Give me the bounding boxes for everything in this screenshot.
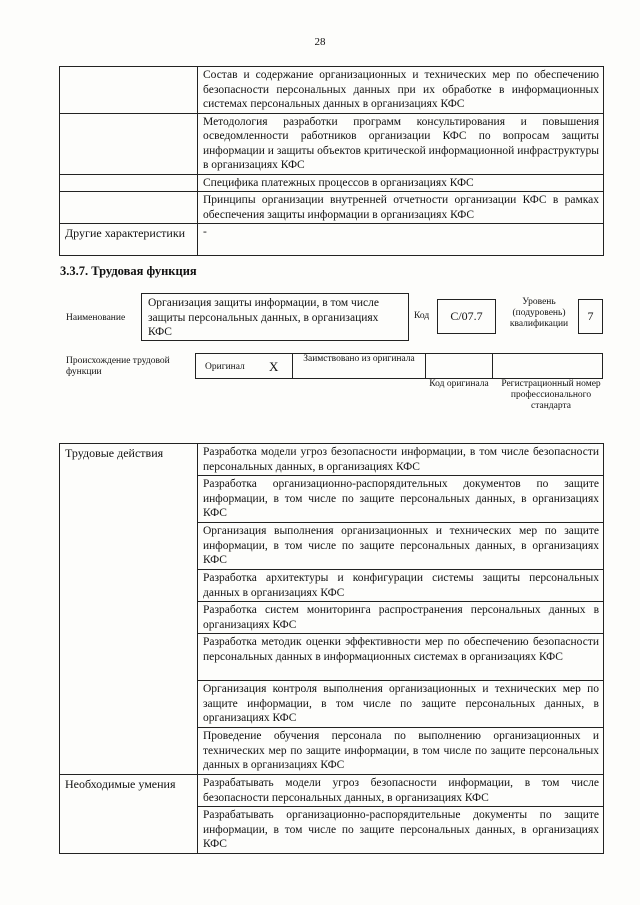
labor-actions-label: Трудовые действия <box>60 444 198 775</box>
labor-action-item: Организация контроля выполнения организационных и технических мер по защите информации, в том числе по защите персональных данных, в организациях КФС <box>198 681 604 728</box>
knowledge-item: Состав и содержание организационных и технических мер по обеспечению безопасности персональных данных при их обработке в информационных системах персональных данных в организациях КФС <box>198 67 604 114</box>
section-title: 3.3.7. Трудовая функция <box>60 264 197 278</box>
labor-action-item: Проведение обучения персонала по выполнению организационных и технических мер по защите информации, в том числе по защите персональных данных в организациях КФС <box>198 728 604 775</box>
labor-action-item: Разработка систем мониторинга распространения персональных данных в организациях КФС <box>198 602 604 634</box>
registration-number-caption: Регистрационный номер профессионального стандарта <box>501 379 601 411</box>
level-label: Уровень (подуровень) квалификации <box>509 297 569 329</box>
level-value: 7 <box>578 299 603 334</box>
other-characteristics-label: Другие характеристики <box>60 224 198 256</box>
knowledge-table <box>59 66 604 256</box>
code-label: Код <box>414 311 430 321</box>
knowledge-item: Принципы организации внутренней отчетности организации КФС в рамках обеспечения защиты информации в организациях КФС <box>198 192 604 224</box>
original-mark: X <box>269 359 279 374</box>
required-skills-label: Необходимые умения <box>60 775 198 854</box>
function-name: Организация защиты информации, в том числе защиты персональных данных, в организациях КФС <box>141 293 409 341</box>
page-number: 28 <box>314 36 326 48</box>
divider <box>425 353 426 379</box>
skill-item: Разрабатывать модели угроз безопасности информации, в том числе безопасности персональных данных, в организациях КФС <box>198 775 604 807</box>
name-label: Наименование <box>66 313 126 323</box>
table-row <box>60 67 604 114</box>
borrowed-label: Заимствовано из оригинала <box>303 354 415 364</box>
divider <box>492 353 493 379</box>
labor-action-item: Разработка архитектуры и конфигурации системы защиты персональных данных в организациях КФС <box>198 570 604 602</box>
table-row <box>60 444 604 476</box>
original-code-caption: Код оригинала <box>429 379 489 389</box>
knowledge-item: Специфика платежных процессов в организациях КФС <box>198 174 604 192</box>
function-code: C/07.7 <box>437 299 496 334</box>
labor-action-item: Разработка методик оценки эффективности мер по обеспечению безопасности персональных данных в информационных системах в организациях КФС <box>198 634 604 681</box>
knowledge-item: Методология разработки программ консультирования и повышения осведомленности работников организации КФС по вопросам защиты информации и защиты объектов критической информационной инфраструктуры в организациях КФС <box>198 113 604 174</box>
labor-action-item: Организация выполнения организационных и технических мер по защите информации, в том числе по защите персональных данных, в организациях КФС <box>198 523 604 570</box>
table-row <box>60 192 604 224</box>
original-label: Оригинал <box>205 362 245 372</box>
table-row <box>60 113 604 174</box>
labor-function-table <box>59 443 604 854</box>
table-row <box>60 224 604 256</box>
other-characteristics-value: - <box>198 224 604 256</box>
table-row <box>60 174 604 192</box>
labor-action-item: Разработка организационно-распорядительных документов по защите информации, в том числе по защите персональных данных, в организациях КФС <box>198 476 604 523</box>
table-row <box>60 775 604 807</box>
divider <box>292 353 293 379</box>
labor-action-item: Разработка модели угроз безопасности информации, в том числе безопасности персональных данных, в организациях КФС <box>198 444 604 476</box>
origin-label: Происхождение трудовой функции <box>66 356 170 377</box>
skill-item: Разрабатывать организационно-распорядительные документы по защите информации, в том числе по защите персональных данных, в организациях КФС <box>198 807 604 854</box>
